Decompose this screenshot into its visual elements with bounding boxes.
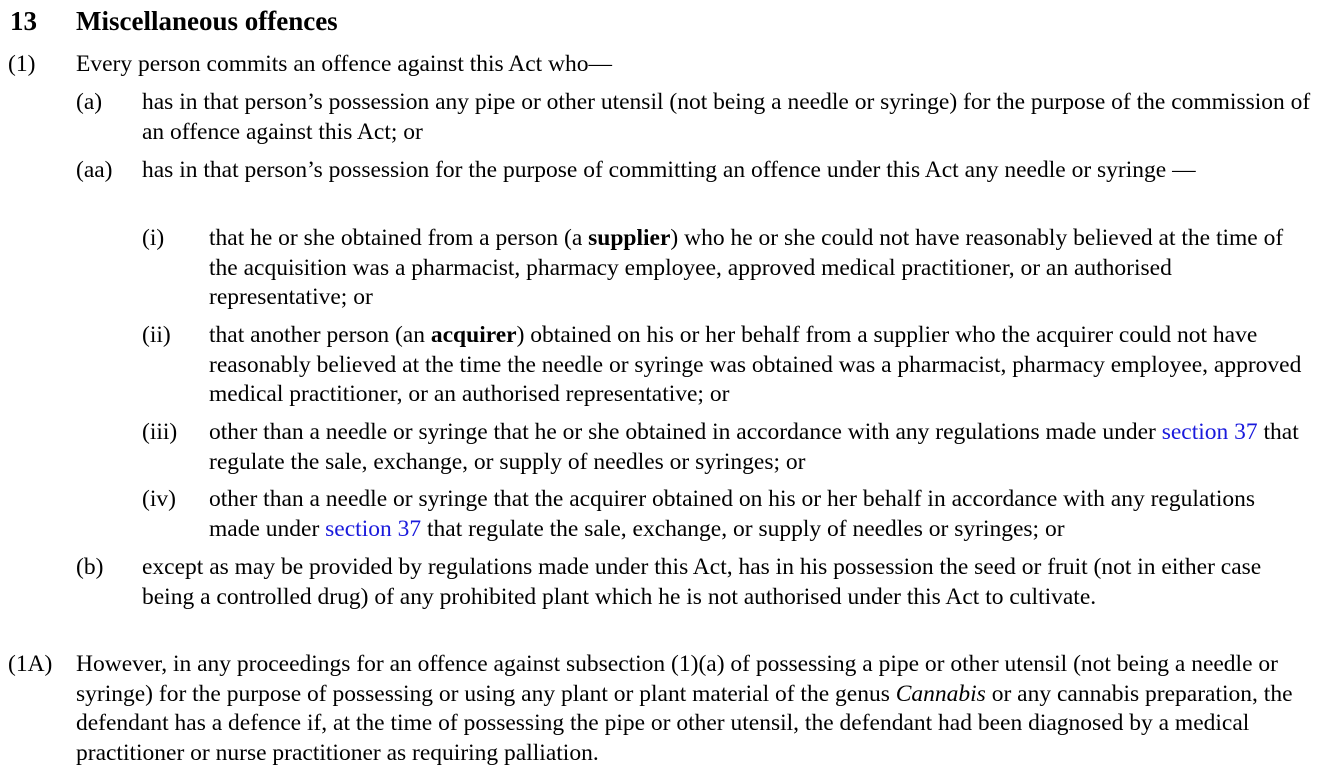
subparagraph-ii-text: that another person (an acquirer) obtained on his or her behalf from a supplier who the acquirer could not have reasonably believed at the time the needle or syringe was obtained was a pharmacist, pharmacy employee, approved medical practitioner, or an authorised representative; or (209, 322, 1302, 407)
subparagraph-iv-label: (iv) (142, 486, 176, 512)
subparagraph-i-text: that he or she obtained from a person (a supplier) who he or she could not have reasonably believed at the time of the acquisition was a pharmacist, pharmacy employee, approved medical practitioner, or an authorised representative; or (209, 225, 1284, 310)
subparagraph-iii-text: other than a needle or syringe that he or she obtained in accordance with any regulations made under section 37 that regulate the sale, exchange, or supply of needles or syringes; or (209, 419, 1299, 475)
italic-term-cannabis: Cannabis (895, 680, 986, 707)
subparagraph-iv-text: other than a needle or syringe that the acquirer obtained on his or her behalf in accordance with any regulations made under section 37 that regulate the sale, exchange, or supply of needles or syringes; or (209, 486, 1256, 542)
subsection-1A-label: (1A) (8, 651, 53, 677)
subparagraph-ii-label: (ii) (142, 322, 171, 348)
paragraph-b-text: except as may be provided by regulations made under this Act, has in his possession the seed or fruit (not in either case being a controlled drug) of any prohibited plant which he is not authorised under this Act to cultivate. (142, 554, 1262, 610)
section-37-link[interactable]: section 37 (1161, 419, 1258, 445)
section-37-link[interactable]: section 37 (325, 515, 422, 542)
subsection-1A-text: However, in any proceedings for an offence against subsection (1)(a) of possessing a pipe or other utensil (not being a needle or syringe) for the purpose of possessing or using any plant or plant material of the genus Cannabis or any cannabis preparation, the defendant has a defence if, at the time of possessing the pipe or other utensil, the defendant had been diagnosed by a medical practitioner or nurse practitioner as requiring palliation. (76, 651, 1293, 766)
subparagraph-i-label: (i) (142, 225, 165, 251)
paragraph-a-label: (a) (76, 89, 103, 115)
section-number: 13 (10, 6, 37, 36)
section-title: Miscellaneous offences (76, 6, 338, 36)
paragraph-aa-text: has in that person’s possession for the purpose of committing an offence under this Act any needle or syringe — (142, 157, 1196, 183)
defined-term-supplier: supplier (588, 225, 671, 251)
paragraph-a-text: has in that person’s possession any pipe or other utensil (not being a needle or syringe) for the purpose of the commission of an offence against this Act; or (142, 89, 1311, 145)
subparagraph-iii-label: (iii) (142, 419, 178, 445)
subsection-1-label: (1) (8, 51, 36, 77)
defined-term-acquirer: acquirer (430, 322, 517, 348)
paragraph-aa-label: (aa) (76, 157, 113, 183)
subsection-1-text: Every person commits an offence against this Act who— (76, 51, 613, 77)
paragraph-b-label: (b) (76, 554, 104, 580)
